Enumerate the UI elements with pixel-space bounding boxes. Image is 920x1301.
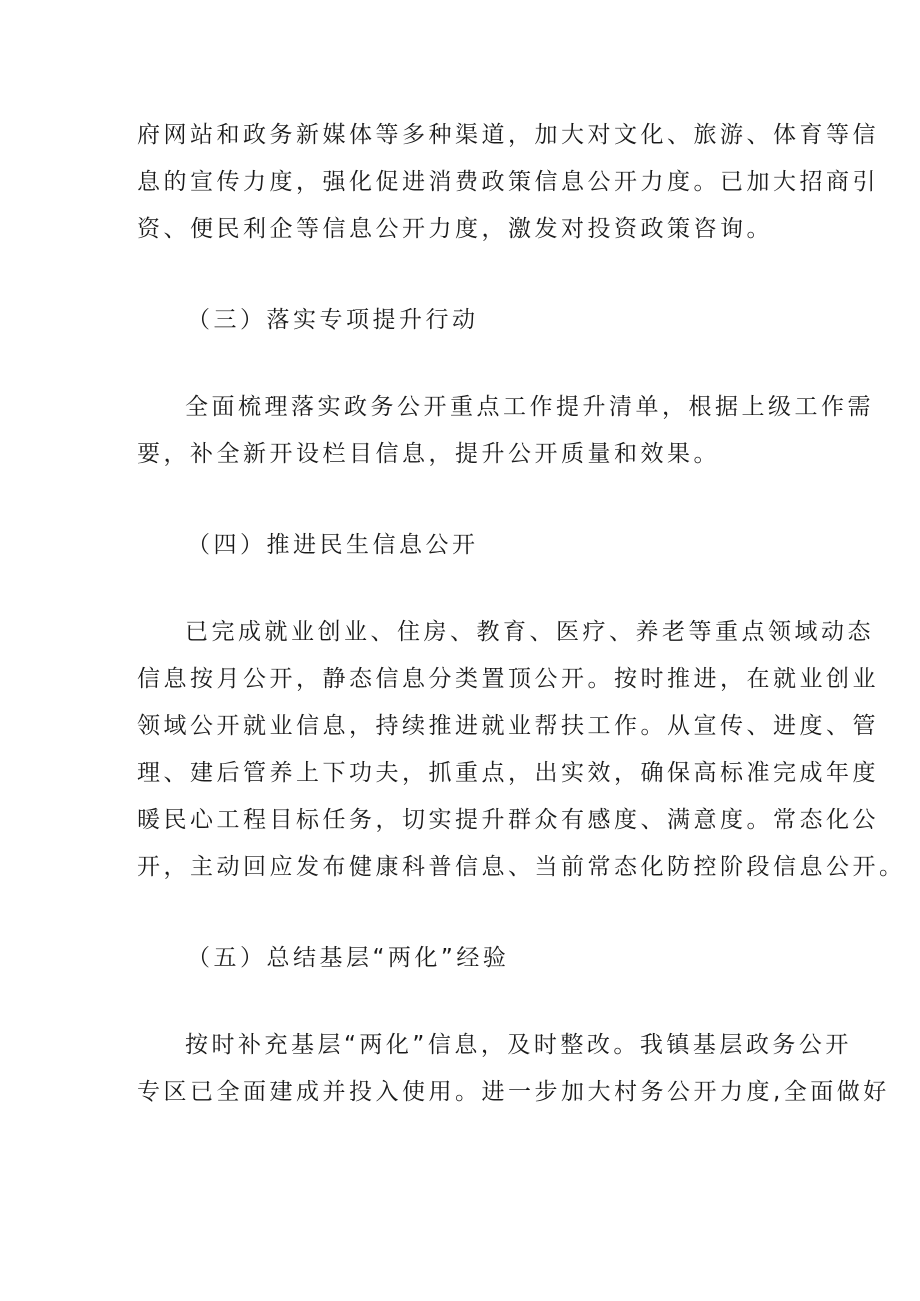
text-line: 信息按月公开，静态信息分类置顶公开。按时推进，在就业创业 [137, 666, 879, 692]
text-line: 已完成就业创业、住房、教育、医疗、养老等重点领域动态 [185, 619, 874, 645]
section-heading-5: （五）总结基层“两化”经验 [187, 945, 510, 971]
text-line: 府网站和政务新媒体等多种渠道，加大对文化、旅游、体育等信 [137, 122, 879, 148]
text-line: 要，补全新开设栏目信息，提升公开质量和效果。 [137, 441, 720, 467]
text-line: 开，主动回应发布健康科普信息、当前常态化防控阶段信息公开。 [137, 854, 906, 880]
text-line: 资、便民利企等信息公开力度，激发对投资政策咨询。 [137, 216, 773, 242]
text-line: 理、建后管养上下功夫，抓重点，出实效，确保高标准完成年度 [137, 760, 879, 786]
document-body [137, 112, 906, 1116]
paragraph-intro [137, 112, 879, 253]
text-line: 全面梳理落实政务公开重点工作提升清单，根据上级工作需 [185, 394, 874, 420]
section-heading-4: （四）推进民生信息公开 [187, 532, 479, 558]
text-line: 息的宣传力度，强化促进消费政策信息公开力度。已加大招商引 [137, 169, 879, 195]
paragraph-section-4 [137, 609, 906, 891]
text-line: 领域公开就业信息，持续推进就业帮扶工作。从宣传、进度、管 [137, 713, 879, 739]
section-heading-3: （三）落实专项提升行动 [187, 307, 479, 333]
text-line: 暖民心工程目标任务，切实提升群众有感度、满意度。常态化公 [137, 807, 879, 833]
text-line: 专区已全面建成并投入使用。进一步加大村务公开力度,全面做好 [137, 1079, 890, 1105]
paragraph-section-3 [137, 384, 874, 478]
paragraph-section-5 [137, 1022, 890, 1116]
text-line: 按时补充基层“两化”信息，及时整改。我镇基层政务公开 [185, 1032, 852, 1058]
